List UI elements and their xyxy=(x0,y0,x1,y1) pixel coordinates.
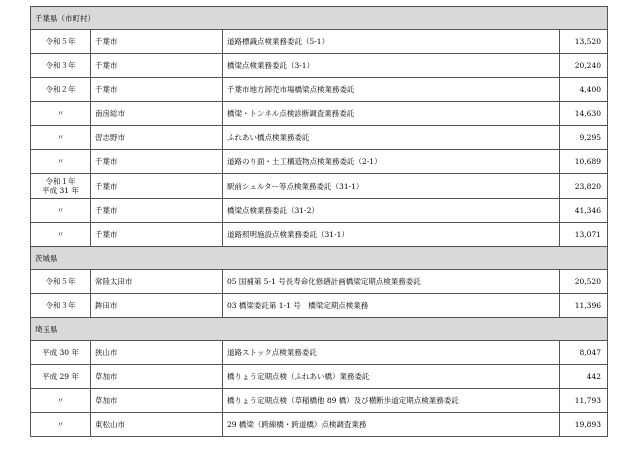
section-heading: 千葉県（市町村） xyxy=(31,7,608,30)
year-text: 令和３年 xyxy=(45,301,76,310)
contract-name-cell: 道路標識点検業務委託（5-1） xyxy=(223,30,560,54)
amount-cell: 23,820 xyxy=(560,174,608,199)
city-cell: 狭山市 xyxy=(91,341,223,365)
section-header-row xyxy=(31,318,608,341)
table-row xyxy=(31,413,608,437)
year-text: 平成 29 年 xyxy=(42,372,79,381)
year-cell xyxy=(31,294,91,318)
year-text: 〃 xyxy=(56,420,65,429)
contract-name-cell: 駅前シェルター等点検業務委託（31-1） xyxy=(223,174,560,199)
contract-table xyxy=(30,6,608,437)
year-text: 令和１年 xyxy=(45,177,76,186)
city-cell: 鉾田市 xyxy=(91,294,223,318)
city-cell: 千葉市 xyxy=(91,199,223,223)
amount-cell: 4,400 xyxy=(560,78,608,102)
city-cell: 草加市 xyxy=(91,365,223,389)
year-text: 令和３年 xyxy=(45,61,76,70)
table-row xyxy=(31,341,608,365)
year-cell xyxy=(31,365,91,389)
year-text: 〃 xyxy=(56,230,65,239)
year-text: 〃 xyxy=(56,206,65,215)
city-cell: 草加市 xyxy=(91,389,223,413)
year-cell xyxy=(31,413,91,437)
year-cell xyxy=(31,223,91,247)
contract-name-cell: 橋梁点検業務委託（31-2） xyxy=(223,199,560,223)
year-cell xyxy=(31,174,91,199)
contract-name-cell: 03 橋梁委託第 1-1 号 橋梁定期点検業務 xyxy=(223,294,560,318)
amount-cell: 11,793 xyxy=(560,389,608,413)
amount-cell: 442 xyxy=(560,365,608,389)
year-text: 〃 xyxy=(56,396,65,405)
year-text: 平成 30 年 xyxy=(42,348,79,357)
amount-cell: 14,630 xyxy=(560,102,608,126)
table-row xyxy=(31,150,608,174)
amount-cell: 20,520 xyxy=(560,270,608,294)
city-cell: 千葉市 xyxy=(91,174,223,199)
table-row xyxy=(31,389,608,413)
city-cell: 千葉市 xyxy=(91,150,223,174)
table-row xyxy=(31,30,608,54)
city-cell: 習志野市 xyxy=(91,126,223,150)
amount-cell: 8,047 xyxy=(560,341,608,365)
contract-name-cell: ふれあい橋点検業務委託 xyxy=(223,126,560,150)
contract-name-cell: 橋りょう定期点検（ふれあい橋）業務委託 xyxy=(223,365,560,389)
year-text: 令和５年 xyxy=(45,277,76,286)
amount-cell: 13,071 xyxy=(560,223,608,247)
year-cell xyxy=(31,341,91,365)
year-text: 令和２年 xyxy=(45,85,76,94)
city-cell: 千葉市 xyxy=(91,54,223,78)
table-row xyxy=(31,102,608,126)
year-text: 令和５年 xyxy=(45,37,76,46)
contract-name-cell: 29 橋梁（跨線橋・跨道橋）点検調査業務 xyxy=(223,413,560,437)
year-cell xyxy=(31,150,91,174)
year-cell xyxy=(31,270,91,294)
city-cell: 千葉市 xyxy=(91,30,223,54)
table-row xyxy=(31,223,608,247)
section-header-row xyxy=(31,247,608,270)
contract-name-cell: 道路ストック点検業務委託 xyxy=(223,341,560,365)
city-cell: 東松山市 xyxy=(91,413,223,437)
amount-cell: 19,893 xyxy=(560,413,608,437)
year-text: 〃 xyxy=(56,157,65,166)
contract-name-cell: 橋りょう定期点検（草稲橋他 89 橋）及び横断歩道定期点検業務委託 xyxy=(223,389,560,413)
amount-cell: 9,295 xyxy=(560,126,608,150)
contract-name-cell: 橋梁・トンネル点検診断調査業務委託 xyxy=(223,102,560,126)
contract-name-cell: 05 国補第 5-1 号長寿命化修繕計画橋梁定期点検業務委託 xyxy=(223,270,560,294)
table-row xyxy=(31,78,608,102)
table-row xyxy=(31,270,608,294)
section-header-row xyxy=(31,7,608,30)
amount-cell: 41,346 xyxy=(560,199,608,223)
city-cell: 千葉市 xyxy=(91,223,223,247)
year-cell xyxy=(31,30,91,54)
contract-name-cell: 橋梁点検業務委託（3-1） xyxy=(223,54,560,78)
city-cell: 千葉市 xyxy=(91,78,223,102)
year-cell xyxy=(31,199,91,223)
city-cell: 常陸太田市 xyxy=(91,270,223,294)
year-cell xyxy=(31,389,91,413)
section-heading: 埼玉県 xyxy=(31,318,608,341)
year-cell xyxy=(31,78,91,102)
section-heading: 茨城県 xyxy=(31,247,608,270)
year-text-alt: 平成 31 年 xyxy=(42,186,79,195)
year-cell xyxy=(31,102,91,126)
contract-name-cell: 道路照明施設点検業務委託（31-1） xyxy=(223,223,560,247)
table-row xyxy=(31,365,608,389)
year-text: 〃 xyxy=(56,109,65,118)
table-row xyxy=(31,54,608,78)
table-row xyxy=(31,174,608,199)
city-cell: 南房総市 xyxy=(91,102,223,126)
table-row xyxy=(31,294,608,318)
year-cell xyxy=(31,126,91,150)
year-text: 〃 xyxy=(56,133,65,142)
amount-cell: 13,520 xyxy=(560,30,608,54)
contract-name-cell: 道路のり面・土工構造物点検業務委託（2-1） xyxy=(223,150,560,174)
table-row xyxy=(31,126,608,150)
amount-cell: 10,689 xyxy=(560,150,608,174)
contract-name-cell: 千葉市地方卸売市場橋梁点検業務委託 xyxy=(223,78,560,102)
amount-cell: 20,240 xyxy=(560,54,608,78)
amount-cell: 11,396 xyxy=(560,294,608,318)
year-cell xyxy=(31,54,91,78)
table-row xyxy=(31,199,608,223)
